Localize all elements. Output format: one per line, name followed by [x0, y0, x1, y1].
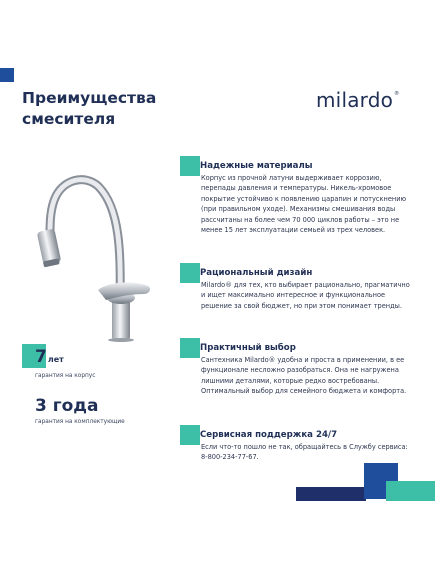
feature-title: Рациональный дизайн [200, 268, 313, 278]
feature-block-service [180, 425, 412, 463]
feature-block-design [180, 263, 412, 311]
stat-unit: лет [47, 355, 64, 364]
feature-accent-square [180, 156, 200, 176]
feature-title: Практичный выбор [200, 343, 296, 353]
logo-text: milardo [316, 88, 394, 112]
stat-caption: гарантия на корпус [35, 373, 96, 379]
feature-title: Надежные материалы [200, 161, 313, 171]
feature-block-practical [180, 338, 412, 397]
stat-number [35, 344, 95, 371]
stat-value: 7 [35, 347, 47, 367]
warranty-body-stat [22, 344, 95, 379]
feature-block-materials [180, 156, 412, 235]
feature-title: Сервисная поддержка 24/7 [200, 430, 338, 440]
decor-teal-bar [386, 481, 435, 501]
feature-text: Сантехника Milardo® удобна и проста в применении, в ее функционале несложно разобраться. Она не нагружена лишними деталями, которые редко востребованы. Оптимальный выбор для семейного бюджета и комфорта. [201, 356, 407, 396]
stat-caption: гарантия на комплектующие [35, 419, 125, 425]
faucet-image [28, 172, 158, 342]
feature-accent-square [180, 338, 200, 358]
page-title: Преимущества смесителя [22, 89, 157, 128]
stat-number [35, 393, 125, 417]
stat-value: 3 года [35, 396, 99, 416]
logo-registered-mark: ® [394, 91, 400, 97]
corner-accent-square [0, 68, 14, 82]
feature-text: Если что-то пошло не так, обращайтесь в Службу сервиса: 8-800-234-77-67. [201, 443, 408, 462]
feature-accent-square [180, 263, 200, 283]
feature-text: Milardo® для тех, кто выбирает рационально, прагматично и ищет максимально интересное и функциональное решение за свой бюджет, но при этом понимает тренды. [201, 281, 410, 310]
feature-accent-square [180, 425, 200, 445]
decor-navy-bar [296, 487, 366, 501]
feature-text: Корпус из прочной латуни выдерживает коррозию, перепады давления и температуры. Никель-хромовое покрытие устойчиво к появлению царапин и потускнению (при правильном уходе). Механизмы смешивания воды рассчитаны на более чем 70 000 циклов работы – это не менее 15 лет эксплуатации семьей из трех человек. [201, 174, 407, 235]
warranty-parts-stat [22, 393, 125, 425]
milardo-logo [316, 88, 399, 114]
